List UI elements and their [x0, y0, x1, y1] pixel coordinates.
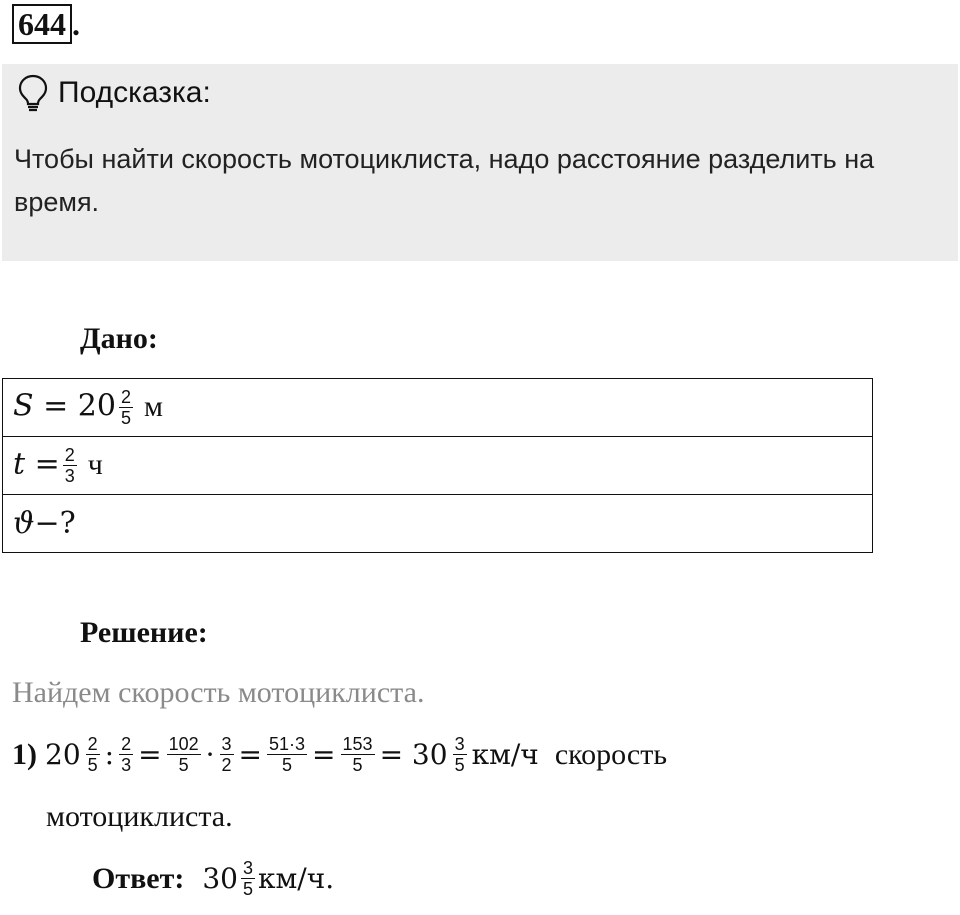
op-equals-2: =	[238, 738, 263, 771]
hint-title: Подсказка:	[58, 76, 211, 109]
lightbulb-icon	[18, 74, 48, 112]
eq-v: −?	[34, 506, 76, 541]
solution-title: Решение:	[80, 616, 208, 649]
fraction-denominator: 5	[178, 755, 189, 775]
fraction-numerator: 3	[221, 734, 232, 754]
given-row-speed	[3, 495, 873, 553]
op-equals-1: =	[138, 738, 162, 771]
fraction-2	[119, 734, 133, 775]
fraction-denominator: 3	[121, 755, 132, 775]
given-row-distance	[3, 379, 873, 437]
fraction-numerator: 153	[342, 734, 373, 754]
fraction-denominator: 5	[454, 755, 465, 775]
fraction-denominator: 2	[221, 755, 232, 775]
fraction-denominator: 3	[64, 466, 75, 486]
fraction-s	[119, 387, 133, 428]
problem-number-dot: .	[72, 6, 80, 42]
step-label: 1)	[12, 737, 37, 771]
op-equals-3: =	[312, 738, 336, 771]
fraction-7	[453, 734, 467, 775]
hint-panel	[2, 64, 958, 261]
op-equals-4: = 30	[379, 738, 448, 771]
answer-whole: 30	[202, 862, 238, 895]
var-s: S	[13, 388, 34, 424]
given-cell-distance	[3, 379, 873, 437]
fraction-denominator: 5	[87, 755, 98, 775]
fraction-t	[63, 445, 77, 486]
op-multiply: ·	[205, 738, 215, 771]
given-title: Дано:	[80, 322, 158, 355]
var-t: t	[13, 446, 26, 482]
fraction-6	[341, 734, 375, 775]
fraction-3	[167, 734, 201, 775]
fraction-denominator: 5	[352, 755, 363, 775]
step-unit: км/ч	[471, 738, 539, 771]
problem-number	[12, 4, 80, 44]
given-cell-time	[3, 437, 873, 495]
step-text: скорость	[554, 737, 668, 771]
fraction-5	[267, 734, 307, 775]
fraction-denominator: 5	[242, 879, 253, 899]
given-row-time	[3, 437, 873, 495]
answer-unit: км/ч.	[257, 862, 335, 895]
unit-t: ч	[87, 447, 103, 481]
unit-s: м	[143, 389, 163, 423]
given-table	[2, 378, 873, 553]
op-divide: :	[104, 738, 115, 771]
fraction-numerator: 51·3	[269, 734, 306, 754]
fraction-numerator: 3	[242, 858, 253, 878]
solution-step-1-continuation: мотоциклиста.	[46, 800, 233, 833]
var-v: ϑ	[13, 506, 35, 541]
fraction-numerator: 2	[121, 734, 132, 754]
given-cell-speed	[3, 495, 873, 553]
fraction-numerator: 2	[64, 445, 75, 465]
step-term-20: 20	[45, 738, 81, 771]
fraction-numerator: 2	[87, 734, 98, 754]
fraction-numerator: 3	[454, 734, 465, 754]
hint-text: Чтобы найти скорость мотоциклиста, надо расстояние разделить на время.	[14, 144, 875, 217]
answer-fraction	[241, 858, 255, 899]
answer-line	[92, 858, 334, 899]
problem-number-box: 644	[12, 4, 72, 44]
hint-header	[18, 74, 211, 112]
fraction-4	[220, 734, 234, 775]
fraction-numerator: 102	[168, 734, 199, 754]
fraction-denominator: 5	[282, 755, 293, 775]
eq-s: = 20	[33, 388, 116, 424]
fraction-numerator: 2	[120, 387, 131, 407]
answer-label: Ответ:	[92, 861, 185, 895]
fraction-denominator: 5	[120, 408, 131, 428]
solution-step-1	[12, 734, 667, 775]
eq-t: =	[25, 446, 60, 482]
solution-intro: Найдем скорость мотоциклиста.	[12, 676, 425, 709]
fraction-1	[86, 734, 100, 775]
